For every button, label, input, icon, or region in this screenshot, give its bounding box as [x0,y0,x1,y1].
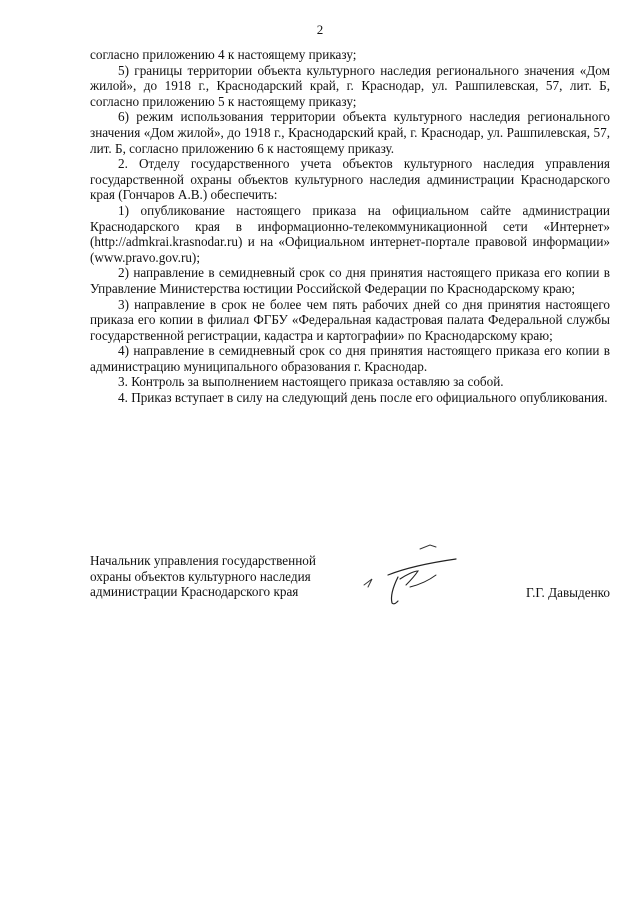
paragraph-section-3: 3. Контроль за выполнением настоящего приказа оставляю за собой. [118,374,504,390]
paragraph-section-4: 4. Приказ вступает в силу на следующий день после его официального опубликования. [118,390,608,406]
signer-title-line: охраны объектов культурного наследия [90,568,311,584]
document-body [90,47,610,406]
handwritten-signature [358,541,468,611]
paragraph-subitem-3: 3) направление в срок не более чем пять рабочих дней со дня принятия настоящего приказа его копии в филиал ФГБУ «Федеральная кадастровая палата Федеральной службы государственной регистрации, кадастра и картографии» по Краснодарскому краю; [90,296,610,343]
signer-title-line: Начальник управления государственной [90,553,316,568]
paragraph-item-5: 5) границы территории объекта культурного наследия регионального значения «Дом жилой», до 1918 г., Краснодарский край, г. Краснодар, ул. Рашпилевская, 57, лит. Б, согласно приложению 5 к настоящему приказу; [90,62,610,109]
page-number: 2 [316,22,324,37]
paragraph-section-2: 2. Отделу государственного учета объектов культурного наследия управления государственной охраны объектов культурного наследия администрации Краснодарского края (Гончаров А.В.) обеспечить: [90,156,610,203]
signer-name: Г.Г. Давыденко [525,585,610,600]
signature-block [90,553,610,613]
paragraph-continuation: согласно приложению 4 к настоящему приказу; [90,47,357,62]
paragraph-subitem-2: 2) направление в семидневный срок со дня принятия настоящего приказа его копии в Управление Министерства юстиции Российской Федерации по Краснодарскому краю; [90,265,610,296]
paragraph-item-6: 6) режим использования территории объекта культурного наследия регионального значения «Дом жилой», до 1918 г., Краснодарский край, г. Краснодар, ул. Рашпилевская, 57, лит. Б, согласно приложению 6 к настоящему приказу. [90,109,610,156]
paragraph-subitem-4: 4) направление в семидневный срок со дня принятия настоящего приказа его копии в администрацию муниципального образования г. Краснодар. [90,343,610,374]
signer-title-line: администрации Краснодарского края [90,584,299,600]
paragraph-subitem-1: 1) опубликование настоящего приказа на официальном сайте администрации Краснодарского края в информационно-телекоммуникационной сети «Интернет» (http://admkrai.krasnodar.ru) и на «Официальном интернет-портале правовой информации» (www.pravo.gov.ru); [90,202,610,265]
signer-title [90,553,370,600]
